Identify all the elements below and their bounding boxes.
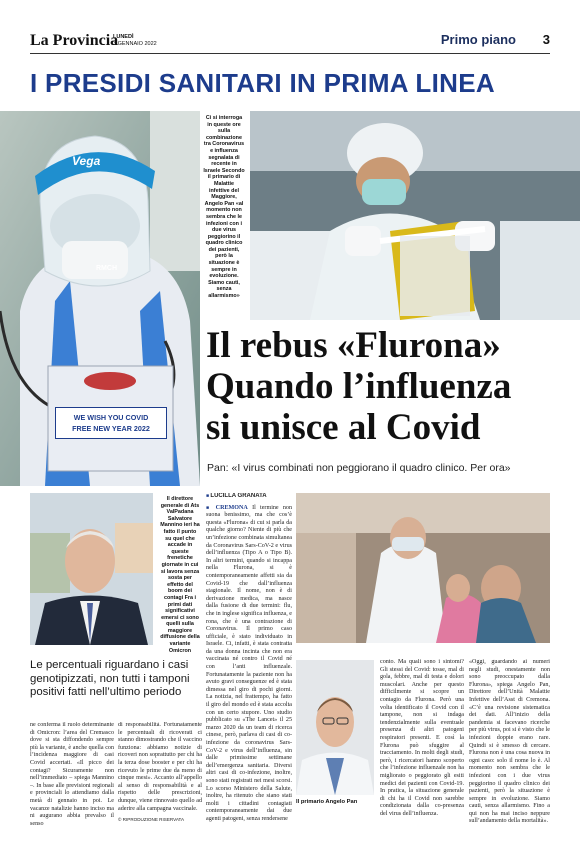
copyright-notice: © RIPRODUZIONE RISERVATA bbox=[118, 817, 185, 823]
portrait-caption: Il primario Angelo Pan bbox=[296, 799, 358, 805]
newspaper-logo: La Provincia bbox=[30, 32, 119, 49]
side-article-column-2 bbox=[118, 722, 202, 840]
article-column-2 bbox=[380, 659, 464, 839]
headline-line-1: Il rebus «Flurona» bbox=[206, 325, 501, 366]
article-body-2: conto. Ma quali sono i sintomi? Gli stessi del Covid: tosse, mal di gola, febbre, mal di testa e dolori muscolari. Anche per questo difficilmente si scopre un contagio da Flurona. Però una volta identificato il Covid con il tampone, non si indaga tendenzialmente sulla eventuale presenza di altri patogeni respiratori presenti. E così la Flurona può sfuggire al tracciamento. In molti degli studi, però, i ricercatori hanno scoperto che l’infezione influenzale non ha migliorato o peggiorato gli esiti medici dei pazienti con Covid-19. In pratica, la situazione generale di chi ha il Covid non sarebbe condizionata dalla co-presenza del virus dell’influenza. bbox=[380, 659, 464, 817]
side-article-body-1: ne conferma il ruolo determinante di Omicron: l’area del Cremasco dove si sta diffondendo sempre più la variante, è anche quella con l’incidenza maggiore di casi Covid accertati. «Il picco dei contagi? Sicuramente non nell’immediato – spiega Mannino –. In base alle previsioni regionali e provinciali lo attendiamo dalla metà di gennaio in poi. Le vacanze natalizie hanno inciso ma ni augurano abbia prevalso il senso bbox=[30, 722, 114, 827]
issue-day: LUNEDÌ bbox=[113, 34, 134, 40]
page-number: 3 bbox=[542, 32, 550, 47]
visor-text: Vega bbox=[72, 154, 101, 168]
section-title: Primo piano bbox=[440, 32, 516, 47]
side-article-column-1 bbox=[30, 722, 114, 840]
photo-angelo-pan bbox=[296, 660, 374, 795]
article-subheadline: Pan: «I virus combinati non peggiorano il quadro clinico. Per ora» bbox=[207, 462, 511, 474]
issue-date-text: 3 GENNAIO 2022 bbox=[113, 41, 157, 47]
article-byline: ■ LUCILLA GRANATA bbox=[206, 493, 292, 501]
pull-quote: Le percentuali riguardano i casi genotipizzati, non tutti i tamponi positivi fatti nell’ultimo periodo bbox=[30, 659, 190, 698]
article-dateline: ■ CREMONA bbox=[206, 505, 248, 511]
sign-logo-text: RMCH bbox=[96, 265, 117, 272]
article-body-1: Il termine non suona benissimo, ma che cos’è questa «Flurona» di cui si parla da qualche giorno? Niente di più che un’infezione combinata simultanea da Coronavirus Sars-CoV-2 e virus dell’influenza (Tipo A o Tipo B). In altri termini, quando si incappa nella Flurona, si è contemporaneamente affetti sia da Covid-19 che dall’influenza stagionale. Il nome, non è di derivazione medica, ma nasce dalla fusione di due termini: flu, che in inglese significa influenza, e rona, che è una contrazione di Coronavirus. Il primo caso ufficiale, è stato individuato in Israele. Ci, infatti, è stata contratta da una donna incinta che non era vaccinata né contro il Covid né con l’anti influenzale. Fortunatamente la paziente non ha avuto gravi conseguenze ed è stata dimessa nel giro di pochi giorni. La notizia, nel frattempo, ha fatto il giro del mondo ed è stata accolta con un certo stupore. Uno studio pubblicato su «The Lancet» il 25 marzo 2020 da un team di ricerca cinese, però, parlava di casi di co-infezione da coronavirus Sars-CoV-2 e virus dell’influenza, sin dalle primissime settimane dell’emergenza sanitaria. Diversi altri casi di co-infezione, inoltre, sono stati registrati nei mesi scorsi. Lo scorso Ministero della Salute, inoltre, ha ritenuto che siano stati molti i cittadini contagiati contemporaneamente dai due agenti patogeni, senza rendersene bbox=[206, 504, 292, 822]
side-article-body-2: di responsabilità. Fortunatamente le percentuali di ricoverati ci stanno dimostrando che il vaccino funziona: abbiamo notizie di ricoveri non soprattutto per chi ha la terza dose booster e per chi ha ricevuto le prime due da meno di cinque mesi». Accanto all’appello al senso di responsabilità e al rispetto delle prescrizioni, dunque, viene rinnovato quello ad aderire alla campagna vaccinale. bbox=[118, 722, 202, 812]
headline-line-3: si unisce al Covid bbox=[206, 407, 481, 448]
sign-line-1: WE WISH YOU COVID bbox=[73, 413, 149, 422]
article-body-3: «Oggi, guardando ai numeri negli studi, onestamente non sono preoccupato dalla Flurona», spiega Angelo Pan, Direttore dell’Unità Malattie Infettive dell’Asst di Cremona. «C’è una revisione sistematica dei dati. All’inizio della pandemia si facevano ricerche per più virus, poi si è visto che le infezioni doppie erano rare. Quindi si è smesso di cercare. Flurona non è una cosa nuova in ogni caso: solo il nome lo è. Al momento non sembra che le infezioni con i due virus peggiorino il quadro clinico dei pazienti, però la situazione è sempre in evoluzione. Siamo cauti, senza allarmismo. Fino a qui non ha mai inciso neppure sull’andamento della mortalità». bbox=[469, 659, 550, 825]
sign-message bbox=[55, 407, 167, 439]
article-column-1 bbox=[206, 493, 292, 838]
photo-caption-mannino: Il direttore generale di Ats ValPadana Salvatore Mannino ieri ha fatto il punto su quel che accade in queste frenetiche giornate in cui si lavora senza sosta per effetto del boom dei contagi Fra i primi dati significativi emersi ci sono quelli sulla maggiore diffusione della variante Omicron bbox=[160, 496, 200, 654]
photo-mannino bbox=[30, 493, 153, 645]
article-headline bbox=[206, 325, 556, 448]
headline-line-2: Quando l’influenza bbox=[206, 366, 512, 407]
photo-caption-top: Ci si interroga in queste ore sulla combinazione tra Coronavirus e influenza segnalata di recente in Israele Secondo il primario di Malattie infettive del Maggiore, Angelo Pan «al momento non sembra che le infezioni con i due virus peggiorino il quadro clinico dei pazienti, però la situazione è sempre in evoluzione. Siamo cauti, senza allarmismo» bbox=[203, 115, 245, 300]
sign-line-2: FREE NEW YEAR 2022 bbox=[72, 424, 150, 433]
article-column-3 bbox=[469, 659, 550, 839]
page-kicker: I PRESIDI SANITARI IN PRIMA LINEA bbox=[30, 68, 495, 98]
photo-lab-worker bbox=[250, 111, 580, 320]
photo-health-worker bbox=[0, 111, 200, 486]
masthead bbox=[30, 32, 550, 54]
issue-date bbox=[113, 34, 157, 48]
photo-hospital-ward bbox=[296, 493, 550, 643]
